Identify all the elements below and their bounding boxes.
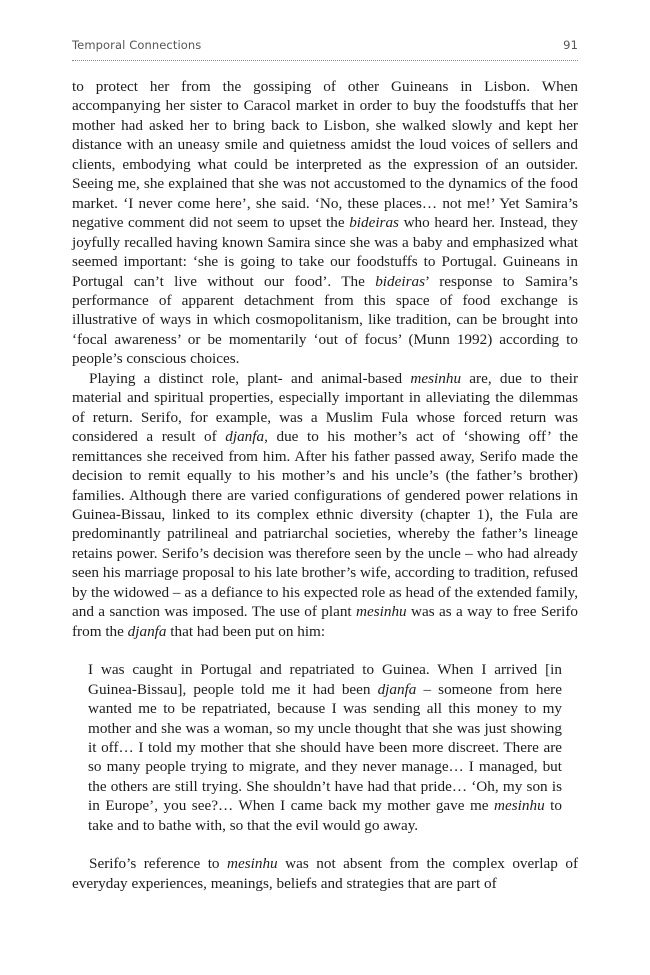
italic-term: djanfa [225, 428, 265, 446]
italic-term: bideiras [375, 272, 425, 290]
italic-term: mesinhu [494, 797, 545, 815]
text-run: to take and to bathe with, so that the evil would go away. [88, 797, 562, 834]
header-dotted-rule [72, 60, 578, 61]
text-run: to protect her from the gossiping of other Guineans in Lisbon. When accompanying her sister to Caracol market in order to buy the foodstuffs that her mother had asked her to bring back to Lisbon, she walked slowly and kept her distance with an uneasy smile and quietness amidst the loud voices of sellers and clients, embodying what could be interpreted as the expression of an outsider. Seeing me, she explained that she was not accustomed to the dynamics of the food market. ‘I never come here’, she said. ‘No, these places… not me!’ Yet Samira’s negative comment did not seem to upset the [72, 78, 578, 232]
block-quotation [88, 660, 562, 835]
text-run: ’ response to Samira’s performance of apparent detachment from this space of food exchange is illustrative of ways in which cosmopolitanism, like tradition, can be brought into ‘focal awareness’ or be momentarily ‘out of focus’ (Munn 1992) according to people’s conscious choices. [72, 272, 578, 368]
italic-term: bideiras [349, 214, 399, 232]
page-number: 91 [563, 38, 578, 52]
text-run: Serifo’s reference to [89, 855, 228, 873]
running-head-title: Temporal Connections [72, 38, 202, 52]
italic-term: mesinhu [227, 855, 278, 873]
paragraph-1 [72, 77, 578, 369]
paragraph-2 [72, 369, 578, 641]
text-run: that had been put on him: [166, 622, 326, 640]
paragraph-3 [72, 854, 578, 893]
text-run: was not absent from the complex overlap of everyday experiences, meanings, beliefs and strategies that are part of [72, 855, 579, 892]
text-run: are, due to their material and spiritual properties, especially important in alleviating the dilemmas of return. Serifo, for example, was a Muslim Fula whose forced return was considered a result of [72, 369, 578, 446]
body-text [72, 77, 578, 893]
text-run: was as a way to free Serifo from the [72, 603, 579, 640]
text-run: I was caught in Portugal and repatriated to Guinea. When I arrived [in Guinea-Bissau], people told me it had been [88, 661, 562, 698]
text-run: Playing a distinct role, plant- and animal-based [89, 369, 411, 387]
italic-term: mesinhu [410, 369, 462, 387]
italic-term: djanfa [127, 622, 167, 640]
text-run: – someone from here wanted me to be repatriated, because I was sending all this money to my mother and she was a woman, so my uncle thought that she was just showing it off… I told my mother that she should have been more discreet. There are so many people trying to migrate, and they never manage… I managed, but the others are still trying. She shouldn’t have had that pride… ‘Oh, my son is in Europe’, you see?… When I came back my mother gave me [88, 680, 562, 815]
italic-term: mesinhu [356, 603, 407, 621]
text-run: , due to his mother’s act of ‘showing off’ the remittances she received from him. After his father passed away, Serifo made the decision to remit equally to his mother’s and his uncle’s (the father’s brother) families. Although there are varied configurations of gendered power relations in Guinea-Bissau, linked to its complex ethnic diversity (chapter 1), the Fula are predominantly patrilineal and patriarchal societies, whereby the father’s lineage retains power. Serifo’s decision was therefore seen by the uncle – who had already seen his marriage proposal to his late brother’s wife, according to tradition, refused by the widowed – as a defiance to his expected role as head of the extended family, and a sanction was imposed. The use of plant [72, 428, 578, 621]
running-head [72, 38, 578, 56]
italic-term: djanfa [377, 680, 417, 698]
text-run: who heard her. Instead, they joyfully recalled having known Samira since she was a baby and emphasized what seemed important: ‘she is going to take our foodstuffs to Portugal. Guineans in Portugal can’t live without our food’. The [72, 214, 578, 290]
